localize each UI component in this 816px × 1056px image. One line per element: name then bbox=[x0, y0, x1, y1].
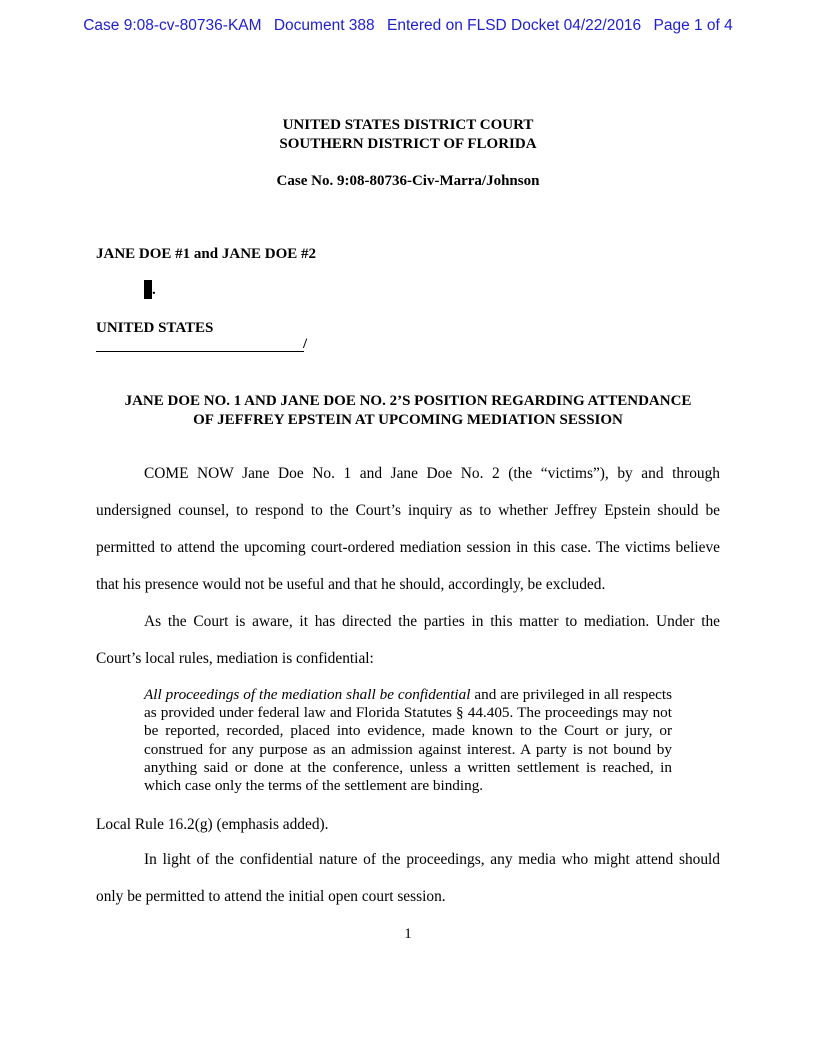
court-name: UNITED STATES DISTRICT COURT bbox=[282, 117, 534, 133]
docket-header bbox=[0, 17, 816, 35]
local-rule-quote bbox=[144, 686, 672, 795]
caption-slash: / bbox=[303, 336, 308, 352]
document-title-line2: OF JEFFREY EPSTEIN AT UPCOMING MEDIATION SESSION bbox=[193, 412, 623, 428]
body-paragraph-2: As the Court is aware, it has directed the parties in this matter to mediation. Under the Court’s local rules, mediation is confidential: bbox=[96, 613, 720, 667]
docket-entered-date: Entered on FLSD Docket 04/22/2016 bbox=[386, 17, 642, 34]
defendant-caption: UNITED STATES bbox=[96, 320, 214, 336]
body-paragraph-1: COME NOW Jane Doe No. 1 and Jane Doe No. 2 (the “victims”), by and through undersigned counsel, to respond to the Court’s inquiry as to whether Jeffrey Epstein should be permitted to attend the upcoming court-ordered mediation session in this case. The victims believe that his presence would not be useful and that he should, accordingly, be excluded. bbox=[96, 465, 720, 593]
plaintiffs-caption: JANE DOE #1 and JANE DOE #2 bbox=[96, 246, 317, 262]
docket-page-count: Page 1 of 4 bbox=[653, 17, 733, 34]
caption-signature-rule bbox=[96, 351, 304, 352]
versus-mark: . bbox=[152, 282, 156, 298]
docket-document-number: Document 388 bbox=[273, 17, 375, 34]
docket-case-number: Case 9:08-cv-80736-KAM bbox=[83, 17, 262, 34]
page-number: 1 bbox=[404, 926, 412, 942]
quote-text: and are privileged in all respects as provided under federal law and Florida Statutes § 44.405. The proceedings may not be reported, recorded, placed into evidence, made known to the Court or jury, or construed for any purpose as an admission against interest. A party is not bound by anything said or done at the conference, unless a written settlement is reached, in which case only the terms of the settlement are binding. bbox=[144, 686, 672, 795]
citation: Local Rule 16.2(g) (emphasis added). bbox=[96, 816, 329, 833]
body-paragraph-3: In light of the confidential nature of the proceedings, any media who might attend should only be permitted to attend the initial open court session. bbox=[96, 851, 720, 905]
quote-emphasis: All proceedings of the mediation shall be confidential bbox=[144, 686, 471, 703]
case-number: Case No. 9:08-80736-Civ-Marra/Johnson bbox=[276, 173, 540, 189]
document-title-line1: JANE DOE NO. 1 AND JANE DOE NO. 2’S POSITION REGARDING ATTENDANCE bbox=[124, 393, 692, 409]
redaction-block bbox=[144, 280, 152, 299]
court-district: SOUTHERN DISTRICT OF FLORIDA bbox=[279, 136, 537, 152]
